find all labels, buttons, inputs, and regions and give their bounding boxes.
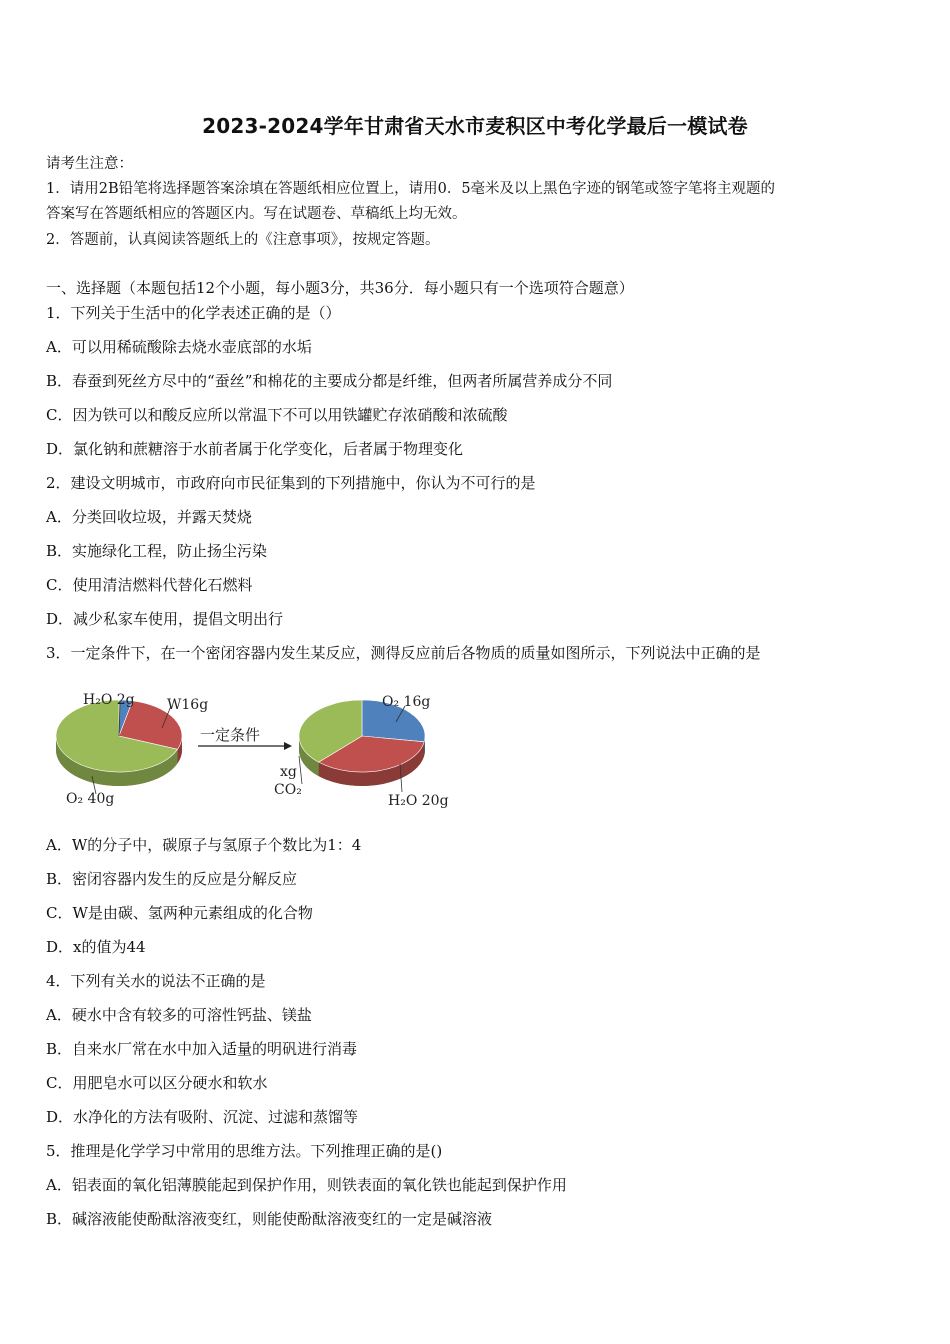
pie-before [56,700,182,786]
page-title: 2023-2024学年甘肃省天水市麦积区中考化学最后一模试卷 [202,114,748,138]
label-before-o2: O₂ 40g [66,791,115,807]
q3-pie-charts [50,684,470,814]
q2-option-b: B．实施绿化工程，防止扬尘污染 [46,542,268,560]
q1-option-a: A．可以用稀硫酸除去烧水壶底部的水垢 [46,338,312,356]
q3-stem: 3．一定条件下，在一个密闭容器内发生某反应，测得反应前后各物质的质量如图所示，下列说法中正确的是 [46,644,761,662]
q1-stem: 1．下列关于生活中的化学表述正确的是（） [46,304,341,322]
q3-option-c: C．W是由碳、氢两种元素组成的化合物 [46,904,313,922]
notice-line-2: 答案写在答题纸相应的答题区内。写在试题卷、草稿纸上均无效。 [46,206,467,222]
notice-line-1: 1．请用2B铅笔将选择题答案涂填在答题纸相应位置上，请用0．5毫米及以上黑色字迹的钢笔或签字笔将主观题的 [46,181,776,197]
q3-option-a: A．W的分子中，碳原子与氢原子个数比为1：4 [46,836,362,854]
q5-stem: 5．推理是化学学习中常用的思维方法。下列推理正确的是() [46,1142,443,1160]
q5-option-a: A．铝表面的氧化铝薄膜能起到保护作用，则铁表面的氧化铁也能起到保护作用 [46,1176,567,1194]
section-heading: 一、选择题（本题包括12个小题，每小题3分，共36分．每小题只有一个选项符合题意） [46,279,634,297]
q3-option-d: D．x的值为44 [46,938,146,956]
q5-option-b: B．碱溶液能使酚酞溶液变红，则能使酚酞溶液变红的一定是碱溶液 [46,1210,493,1228]
q2-option-d: D．减少私家车使用，提倡文明出行 [46,610,284,628]
q4-option-d: D．水净化的方法有吸附、沉淀、过滤和蒸馏等 [46,1108,359,1126]
q2-stem: 2．建设文明城市，市政府向市民征集到的下列措施中，你认为不可行的是 [46,474,536,492]
label-before-w: W16g [167,697,209,713]
arrow-label: 一定条件 [200,726,261,744]
q2-option-a: A．分类回收垃圾，并露天焚烧 [46,508,252,526]
q4-option-c: C．用肥皂水可以区分硬水和软水 [46,1074,268,1092]
notice-heading: 请考生注意： [46,156,133,172]
q2-option-c: C．使用清洁燃料代替化石燃料 [46,576,253,594]
label-after-h2o: H₂O 20g [388,793,449,809]
label-after-co2: CO₂ [274,782,302,798]
label-before-h2o: H₂O 2g [83,692,135,708]
q1-option-d: D．氯化钠和蔗糖溶于水前者属于化学变化，后者属于物理变化 [46,440,464,458]
notice-line-3: 2．答题前，认真阅读答题纸上的《注意事项》，按规定答题。 [46,232,440,248]
q4-option-b: B．自来水厂常在水中加入适量的明矾进行消毒 [46,1040,358,1058]
q1-option-b: B．春蚕到死丝方尽中的“蚕丝”和棉花的主要成分都是纤维，但两者所属营养成分不同 [46,372,613,390]
q4-stem: 4．下列有关水的说法不正确的是 [46,972,266,990]
label-after-o2: O₂ 16g [382,694,431,710]
q4-option-a: A．硬水中含有较多的可溶性钙盐、镁盐 [46,1006,312,1024]
label-after-x: xg [280,764,297,780]
pie-after [299,700,425,786]
q1-option-c: C．因为铁可以和酸反应所以常温下不可以用铁罐贮存浓硝酸和浓硫酸 [46,406,508,424]
q3-option-b: B．密闭容器内发生的反应是分解反应 [46,870,298,888]
